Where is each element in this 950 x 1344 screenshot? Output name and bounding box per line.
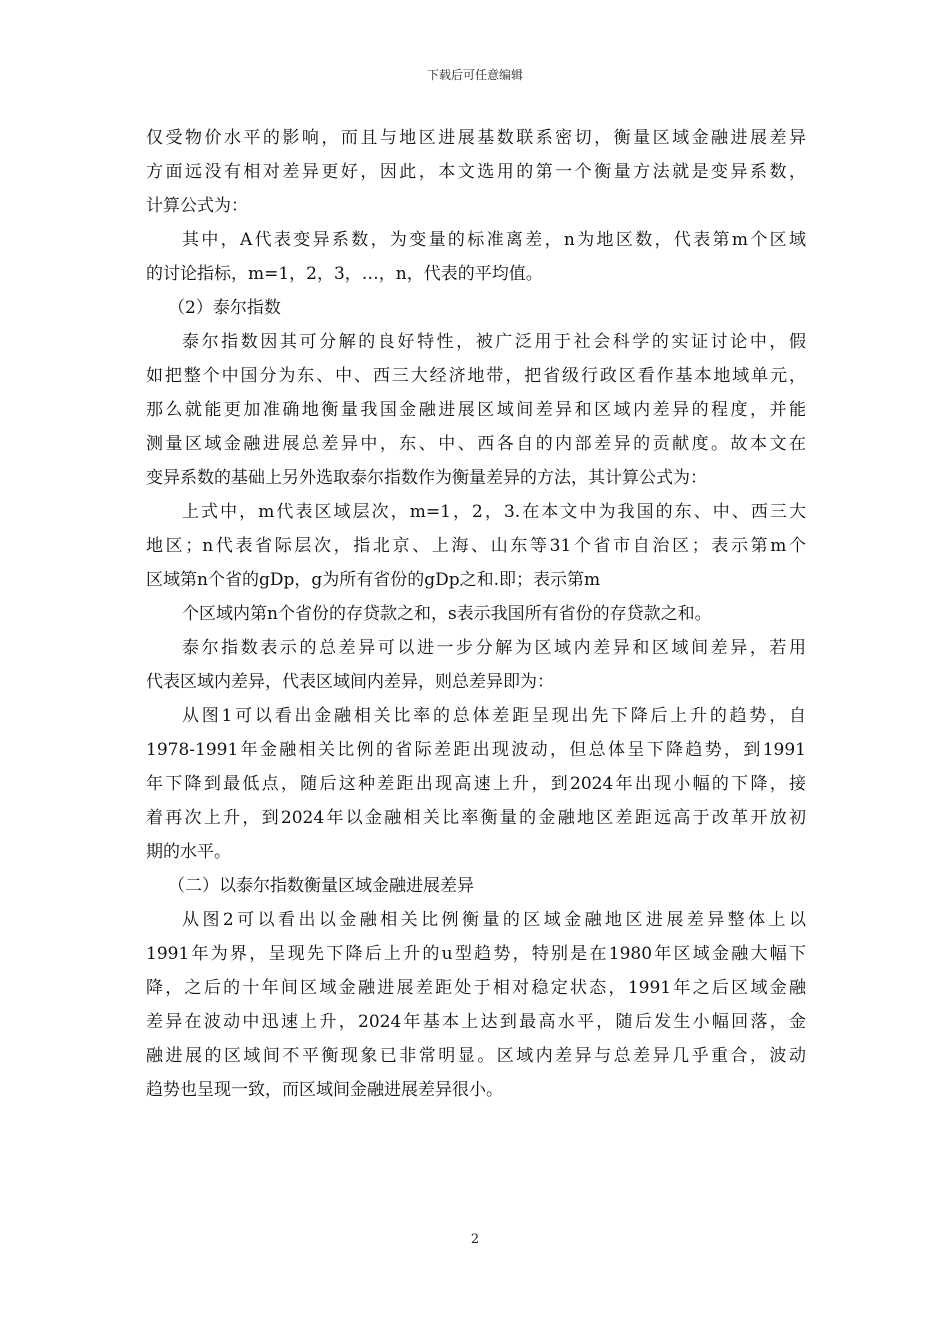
text-line: 差异在波动中迅速上升，2024年基本上达到最高水平，随后发生小幅回落，金: [146, 1012, 806, 1032]
text-line: 上式中，m代表区域层次，m=1，2，3.在本文中为我国的东、中、西三大: [182, 502, 806, 522]
section-heading: （二）以泰尔指数衡量区域金融进展差异: [168, 876, 474, 896]
page-number: 2: [470, 1232, 480, 1247]
text-line: 降，之后的十年间区域金融进展差距处于相对稳定状态，1991年之后区域金融: [146, 978, 806, 998]
document-body: [146, 121, 806, 1107]
text-line: 泰尔指数表示的总差异可以进一步分解为区域内差异和区域间差异，若用: [182, 638, 806, 658]
text-line: 1978-1991年金融相关比例的省际差距出现波动，但总体呈下降趋势，到1991: [146, 740, 806, 760]
section-heading: （2）泰尔指数: [168, 298, 281, 318]
text-line: 其中，A代表变异系数，为变量的标准离差，n为地区数，代表第m个区域: [182, 230, 806, 250]
text-line: 的讨论指标，m=1，2，3，…，n，代表的平均值。: [146, 264, 543, 284]
text-line: 计算公式为：: [146, 196, 248, 216]
page-header-note: 下载后可任意编辑: [426, 68, 523, 82]
text-line: 从图1可以看出金融相关比率的总体差距呈现出先下降后上升的趋势，自: [182, 706, 806, 726]
text-line: 那么就能更加准确地衡量我国金融进展区域间差异和区域内差异的程度，并能: [146, 400, 806, 420]
text-line: 个区域内第n个省份的存贷款之和，s表示我国所有省份的存贷款之和。: [182, 604, 712, 624]
text-line: 从图2可以看出以金融相关比例衡量的区域金融地区进展差异整体上以: [182, 910, 806, 930]
text-line: 趋势也呈现一致，而区域间金融进展差异很小。: [146, 1080, 503, 1100]
text-line: 测量区域金融进展总差异中，东、中、西各自的内部差异的贡献度。故本文在: [146, 434, 806, 454]
text-line: 期的水平。: [146, 842, 231, 862]
text-line: 泰尔指数因其可分解的良好特性，被广泛用于社会科学的实证讨论中，假: [182, 332, 806, 352]
text-line: 着再次上升，到2024年以金融相关比率衡量的金融地区差距远高于改革开放初: [146, 808, 806, 828]
text-line: 代表区域内差异，代表区域间内差异，则总差异即为：: [146, 672, 554, 692]
text-line: 融进展的区域间不平衡现象已非常明显。区域内差异与总差异几乎重合，波动: [146, 1046, 806, 1066]
text-line: 变异系数的基础上另外选取泰尔指数作为衡量差异的方法，其计算公式为：: [146, 468, 707, 488]
text-line: 年下降到最低点，随后这种差距出现高速上升，到2024年出现小幅的下降，接: [146, 774, 806, 794]
text-line: 方面远没有相对差异更好，因此，本文选用的第一个衡量方法就是变异系数，: [146, 162, 806, 182]
text-line: 如把整个中国分为东、中、西三大经济地带，把省级行政区看作基本地域单元，: [146, 366, 806, 386]
text-line: 仅受物价水平的影响，而且与地区进展基数联系密切，衡量区域金融进展差异: [146, 128, 806, 148]
text-line: 区域第n个省的gDp，g为所有省份的gDp之和.即；表示第m: [146, 570, 601, 590]
text-line: 地区；n代表省际层次，指北京、上海、山东等31个省市自治区；表示第m个: [146, 536, 806, 556]
text-line: 1991年为界，呈现先下降后上升的u型趋势，特别是在1980年区域金融大幅下: [146, 944, 806, 964]
